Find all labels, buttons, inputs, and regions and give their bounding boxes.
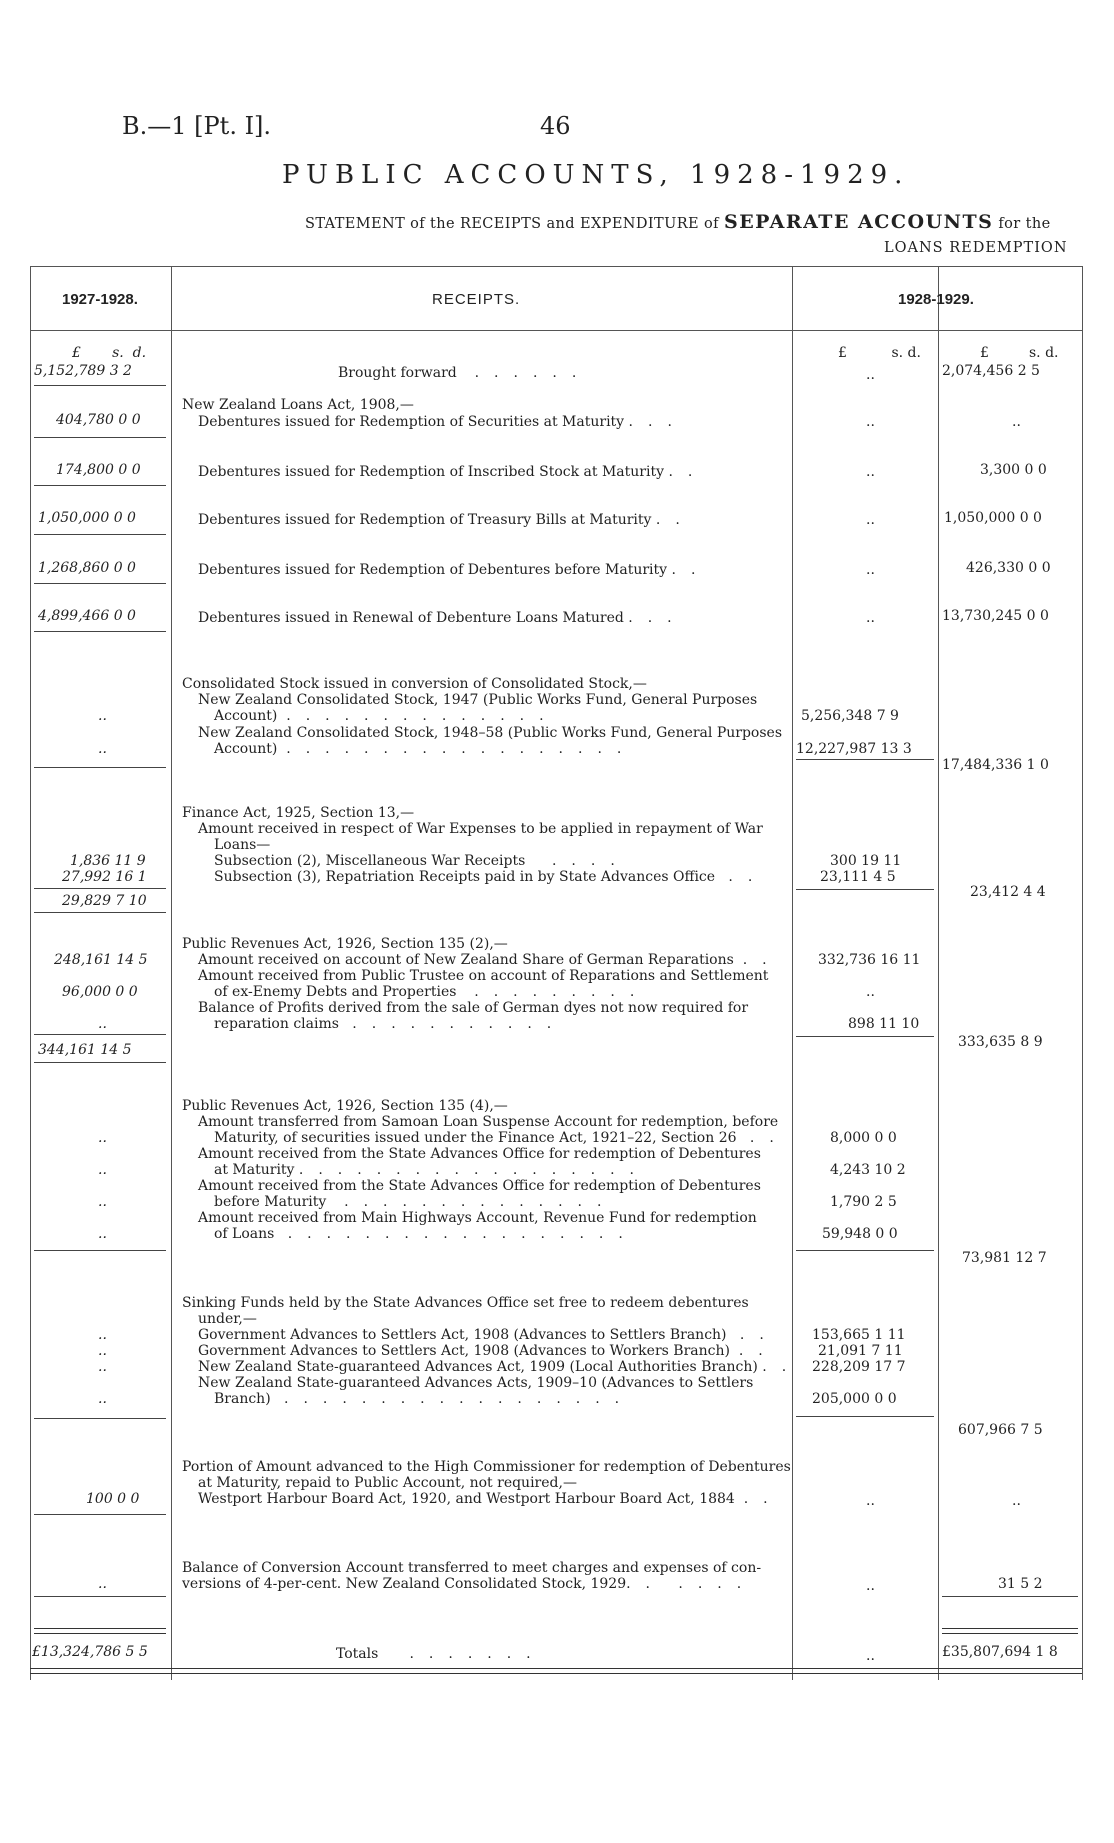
brought-forward-label: Brought forward ...... (338, 365, 592, 381)
statement-heading (305, 211, 1051, 233)
conversion-line-2: versions of 4-per-cent. New Zealand Consolidated Stock, 1929.. .... (182, 1576, 757, 1592)
prev-totals: £13,324,786 5 5 (32, 1644, 148, 1660)
sinking-line-4a: New Zealand State-guaranteed Advances Acts, 1909–10 (Advances to Settlers (198, 1375, 754, 1391)
rule (34, 767, 166, 768)
pr-135-4-line-5: Amount received from the State Advances Office for redemption of Debentures (198, 1178, 761, 1194)
prev-deb-treasury: 1,050,000 0 0 (38, 510, 136, 526)
prev-conversion: .. (98, 1576, 107, 1592)
prev-deb-securities: 404,780 0 0 (56, 412, 141, 428)
pr-135-2-line-2: Amount received from Public Trustee on account of Reparations and Settlement (198, 968, 769, 984)
curr-sinking-total: 607,966 7 5 (958, 1422, 1043, 1438)
mid-portion: .. (866, 1493, 875, 1509)
prev-finance-total: 29,829 7 10 (62, 893, 147, 909)
col-divider-2 (792, 266, 793, 1680)
mid-pr-135-4-2: 4,243 10 2 (830, 1162, 906, 1178)
unit-mid (838, 345, 921, 361)
prev-brought-forward: 5,152,789 3 2 (34, 363, 132, 379)
sinking-line-2: Government Advances to Settlers Act, 1908 (Advances to Workers Branch) .. (198, 1343, 778, 1359)
prev-portion: 100 0 0 (86, 1491, 140, 1507)
prev-pr-135-4-3: .. (98, 1194, 107, 1210)
pr-135-4-heading: Public Revenues Act, 1926, Section 135 (4),— (182, 1098, 508, 1114)
pr-135-4-line-2: Maturity, of securities issued under the Finance Act, 1921–22, Section 26 .. (214, 1130, 789, 1146)
rule (34, 1062, 166, 1063)
mid-sinking-1: 153,665 1 11 (812, 1327, 906, 1343)
rule (796, 759, 934, 760)
pr-135-2-line-3: of ex-Enemy Debts and Properties ......... (214, 984, 650, 1000)
table-header-rule (30, 330, 1082, 331)
prev-pr-135-4-1: .. (98, 1130, 107, 1146)
prev-sinking-4: .. (98, 1391, 107, 1407)
mid-pr-135-4-3: 1,790 2 5 (830, 1194, 897, 1210)
unit-s: s. (112, 345, 124, 361)
statement-pre: STATEMENT of the RECEIPTS and EXPENDITURE of (305, 216, 719, 232)
conversion-line-1: Balance of Conversion Account transferred to meet charges and expenses of con- (182, 1560, 762, 1576)
deb-before-label: Debentures issued for Redemption of Debentures before Maturity .. (198, 562, 711, 578)
col-head-prev-year: 1927-1928. (62, 291, 138, 308)
page-title: PUBLIC ACCOUNTS, 1928-1929. (282, 160, 910, 190)
double-rule (942, 1628, 1078, 1634)
deb-renewal-label: Debentures issued in Renewal of Debenture Loans Matured ... (198, 610, 687, 626)
curr-deb-before: 426,330 0 0 (966, 560, 1051, 576)
rule (796, 1036, 934, 1037)
curr-finance-total: 23,412 4 4 (970, 884, 1046, 900)
prev-finance-1: 1,836 11 9 (70, 853, 146, 869)
prev-pr-135-2-3: .. (98, 1016, 107, 1032)
portion-line-1: Portion of Amount advanced to the High Commissioner for redemption of Debentures (182, 1459, 791, 1475)
mid-pr-135-4-4: 59,948 0 0 (822, 1226, 898, 1242)
rule (34, 437, 166, 438)
mid-deb-renewal: .. (866, 610, 875, 626)
mid-consolidated-2: 12,227,987 13 3 (796, 741, 912, 757)
table-top-rule (30, 266, 1082, 267)
mid-sinking-3: 228,209 17 7 (812, 1359, 906, 1375)
statement-big: SEPARATE ACCOUNTS (723, 211, 994, 233)
rule (34, 485, 166, 486)
pr-135-2-line-4: Balance of Profits derived from the sale of German dyes not now required for (198, 1000, 749, 1016)
finance-act-heading: Finance Act, 1925, Section 13,— (182, 805, 415, 821)
prev-deb-renewal: 4,899,466 0 0 (38, 608, 136, 624)
unit-d: d. (132, 345, 147, 361)
pr-135-2-heading: Public Revenues Act, 1926, Section 135 (2),— (182, 936, 508, 952)
prev-deb-before: 1,268,860 0 0 (38, 560, 136, 576)
finance-line-1: Amount received in respect of War Expenses to be applied in repayment of War (198, 821, 763, 837)
prev-consolidated-2: .. (98, 741, 107, 757)
sinking-line-1: Government Advances to Settlers Act, 1908 (Advances to Settlers Branch) .. (198, 1327, 779, 1343)
consolidated-line-1a: New Zealand Consolidated Stock, 1947 (Public Works Fund, General Purposes (198, 692, 758, 708)
rule (34, 1034, 166, 1035)
unit-pound: £ (72, 345, 81, 361)
sinking-line-4b: Branch) .................. (214, 1391, 635, 1407)
mid-deb-securities: .. (866, 414, 875, 430)
curr-deb-securities: .. (1012, 414, 1021, 430)
prev-pr-135-4-4: .. (98, 1226, 107, 1242)
unit-d: d. (1045, 345, 1059, 361)
mid-finance-1: 300 19 11 (830, 853, 902, 869)
consolidated-line-2a: New Zealand Consolidated Stock, 1948–58 (Public Works Fund, General Purposes (198, 725, 783, 741)
pr-135-2-line-5: reparation claims ........... (214, 1016, 567, 1032)
prev-pr-135-4-2: .. (98, 1162, 107, 1178)
rule (796, 1416, 934, 1417)
table-right-rule (1082, 266, 1083, 1680)
statement-subtitle: LOANS REDEMPTION (884, 240, 1068, 256)
pr-135-4-line-7: Amount received from Main Highways Account, Revenue Fund for redemption (198, 1210, 757, 1226)
mid-deb-before: .. (866, 562, 875, 578)
prev-sinking-2: .. (98, 1343, 107, 1359)
prev-consolidated-1: .. (98, 708, 107, 724)
curr-deb-inscribed: 3,300 0 0 (980, 462, 1047, 478)
deb-treasury-label: Debentures issued for Redemption of Treasury Bills at Maturity .. (198, 512, 695, 528)
unit-pound: £ (838, 345, 847, 361)
pr-135-4-line-4: at Maturity .................. (214, 1162, 650, 1178)
portion-line-2: at Maturity, repaid to Public Account, not required,— (198, 1475, 577, 1491)
document-reference: B.—1 [Pt. I]. (122, 112, 272, 140)
mid-deb-inscribed: .. (866, 464, 875, 480)
unit-s: s. (891, 345, 904, 361)
rule (796, 1250, 934, 1251)
rule (34, 1596, 166, 1597)
mid-sinking-4: 205,000 0 0 (812, 1391, 897, 1407)
prev-deb-inscribed: 174,800 0 0 (56, 462, 141, 478)
consolidated-line-1b: Account) .............. (214, 708, 559, 724)
mid-totals: .. (866, 1648, 875, 1664)
rule (34, 1514, 166, 1515)
prev-pr-135-2-1: 248,161 14 5 (54, 952, 148, 968)
unit-curr (980, 345, 1059, 361)
rule (34, 888, 166, 889)
pr-135-4-line-1: Amount transferred from Samoan Loan Suspense Account for redemption, before (198, 1114, 779, 1130)
mid-brought-forward: .. (866, 367, 875, 383)
pr-135-4-line-3: Amount received from the State Advances Office for redemption of Debentures (198, 1146, 761, 1162)
finance-line-3: Subsection (2), Miscellaneous War Receipts .... (214, 853, 630, 869)
prev-pr-135-2-2: 96,000 0 0 (62, 984, 138, 1000)
table-bottom-double-rule (30, 1668, 1082, 1674)
curr-consolidated-total: 17,484,336 1 0 (942, 757, 1049, 773)
table-left-rule (30, 266, 31, 1680)
curr-conversion: 31 5 2 (998, 1576, 1043, 1592)
mid-deb-treasury: .. (866, 512, 875, 528)
mid-consolidated-1: 5,256,348 7 9 (801, 708, 899, 724)
mid-pr-135-2-1: 332,736 16 11 (818, 952, 921, 968)
mid-sinking-2: 21,091 7 11 (818, 1343, 903, 1359)
prev-finance-2: 27,992 16 1 (62, 869, 147, 885)
pr-135-4-line-6: before Maturity .............. (214, 1194, 617, 1210)
curr-deb-renewal: 13,730,245 0 0 (942, 608, 1049, 624)
double-rule (34, 1628, 166, 1634)
curr-brought-forward: 2,074,456 2 5 (942, 363, 1040, 379)
consolidated-heading: Consolidated Stock issued in conversion of Consolidated Stock,— (182, 676, 647, 692)
col-head-curr-year: 1928-1929. (898, 291, 974, 308)
mid-pr-135-2-3: 898 11 10 (848, 1016, 920, 1032)
page-number: 46 (540, 112, 571, 140)
sinking-heading-2: under,— (198, 1311, 257, 1327)
rule (34, 385, 166, 386)
mid-pr-135-4-1: 8,000 0 0 (830, 1130, 897, 1146)
nz-loans-act-heading: New Zealand Loans Act, 1908,— (182, 397, 414, 413)
totals-label: Totals ....... (336, 1646, 546, 1662)
deb-inscribed-label: Debentures issued for Redemption of Inscribed Stock at Maturity .. (198, 464, 708, 480)
rule (34, 534, 166, 535)
rule (34, 1418, 166, 1419)
curr-pr-135-4-total: 73,981 12 7 (962, 1250, 1047, 1266)
rule (34, 912, 166, 913)
finance-line-4: Subsection (3), Repatriation Receipts paid in by State Advances Office .. (214, 869, 768, 885)
prev-sinking-3: .. (98, 1359, 107, 1375)
unit-prev (72, 345, 146, 361)
unit-pound: £ (980, 345, 989, 361)
col-divider-3 (938, 266, 939, 1680)
portion-line-3: Westport Harbour Board Act, 1920, and Westport Harbour Board Act, 1884 .. (198, 1491, 783, 1507)
deb-securities-label: Debentures issued for Redemption of Securities at Maturity ... (198, 414, 687, 430)
sinking-heading-1: Sinking Funds held by the State Advances Office set free to redeem debentures (182, 1295, 749, 1311)
col-divider-1 (171, 266, 172, 1680)
curr-totals: £35,807,694 1 8 (942, 1644, 1058, 1660)
prev-sinking-1: .. (98, 1327, 107, 1343)
pr-135-4-line-8: of Loans .................. (214, 1226, 638, 1242)
rule (796, 889, 934, 890)
unit-d: d. (907, 345, 921, 361)
curr-deb-treasury: 1,050,000 0 0 (944, 510, 1042, 526)
rule (942, 1596, 1078, 1597)
col-head-receipts: RECEIPTS. (432, 291, 521, 308)
mid-pr-135-2-2: .. (866, 984, 875, 1000)
rule (34, 1250, 166, 1251)
prev-pr-135-2-total: 344,161 14 5 (38, 1042, 132, 1058)
mid-conversion: .. (866, 1578, 875, 1594)
unit-s: s. (1028, 345, 1041, 361)
rule (34, 631, 166, 632)
pr-135-2-line-1: Amount received on account of New Zealand Share of German Reparations .. (198, 952, 782, 968)
curr-pr-135-2-total: 333,635 8 9 (958, 1034, 1043, 1050)
mid-finance-2: 23,111 4 5 (820, 869, 896, 885)
sinking-line-3: New Zealand State-guaranteed Advances Act, 1909 (Local Authorities Branch) .. (198, 1359, 802, 1375)
statement-post: for the (998, 216, 1051, 232)
curr-portion: .. (1012, 1493, 1021, 1509)
rule (34, 583, 166, 584)
consolidated-line-2b: Account) .................. (214, 741, 637, 757)
finance-line-2: Loans— (214, 837, 271, 853)
